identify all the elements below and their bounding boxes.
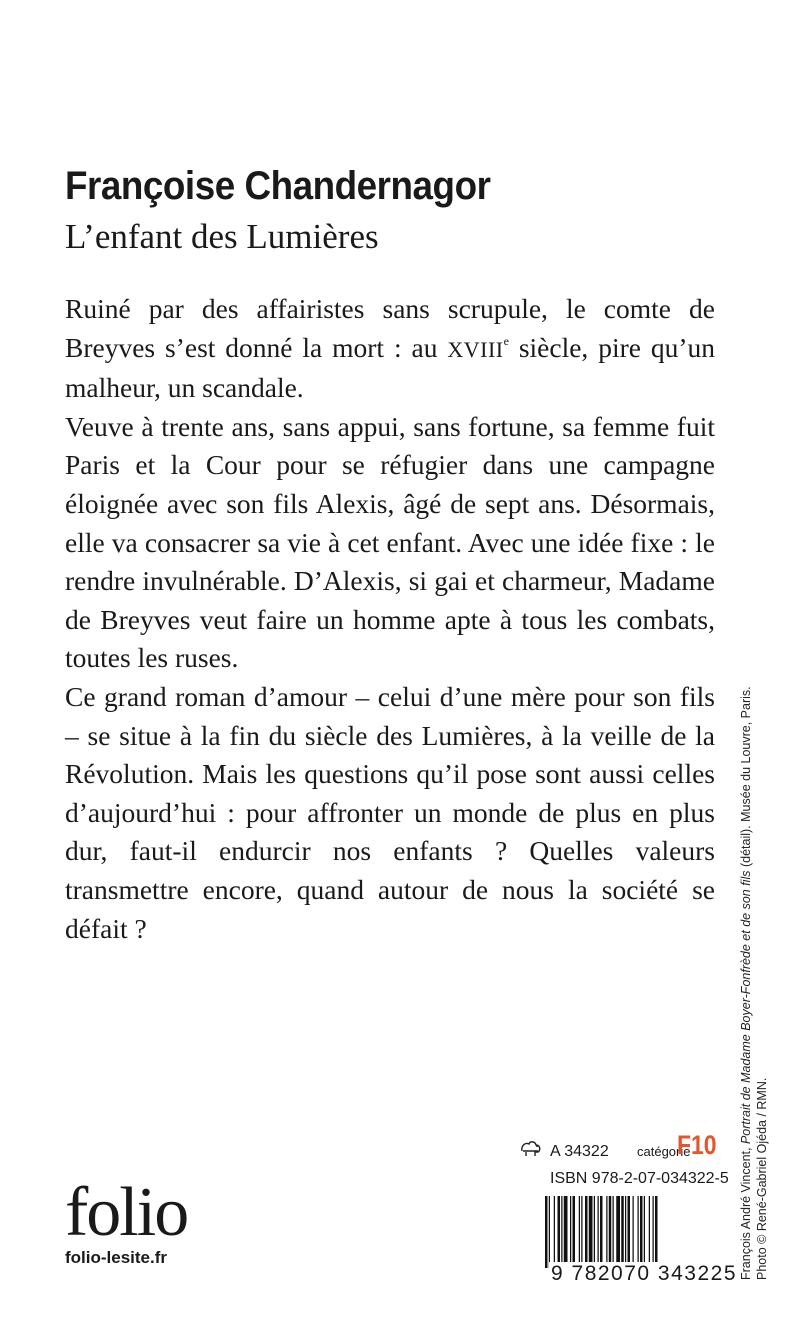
publisher-website: folio-lesite.fr — [65, 1248, 168, 1267]
author-name: Françoise Chandernagor — [65, 164, 491, 208]
blurb-paragraph-2: Veuve à trente ans, sans appui, sans fortune, sa femme fuit Paris et la Cour pour se réfugier dans une campagne éloignée avec son fils Alexis, âgé de sept ans. Désormais, elle va consacrer sa vie à cet enfant. Avec une idée fixe : le rendre invulnérable. D’Alexis, si gai et charmeur, Madame de Breyves veut faire un homme apte à tous les combats, toutes les ruses. — [65, 410, 715, 674]
blurb-text: siècle, pire qu’un malheur, un scandale. — [65, 331, 715, 404]
blurb-paragraph-1 — [65, 290, 715, 408]
isbn-number: ISBN 978-2-07-034322-5 — [550, 1170, 729, 1187]
century-suffix: e — [503, 333, 509, 348]
credit-work: Portrait de Madame Boyer-Fonfrède et de son fils — [739, 870, 753, 1145]
credit-photo: Photo © René-Gabriel Ojéda / RMN. — [755, 1077, 769, 1280]
category-label: catégorie — [637, 1144, 691, 1159]
sheep-icon — [520, 1139, 542, 1162]
product-code: A 34322 — [550, 1143, 609, 1160]
barcode — [543, 1196, 737, 1285]
barcode-digits: 9 782070 343225 — [551, 1262, 737, 1285]
blurb-paragraph-3: Ce grand roman d’amour – celui d’une mère pour son fils – se situe à la fin du siècle des Lumières, à la veille de la Révolution. Mais les questions qu’il pose sont aussi celles d’aujourd’hui : pour affronter un monde de plus en plus dur, faut-il endurcir nos enfants ? Quelles valeurs transmettre encore, quand autour de nous la société se défait ? — [65, 680, 715, 944]
book-title: L’enfant des Lumières — [65, 217, 379, 256]
cover-credit — [738, 686, 772, 1280]
category-code: F10 — [677, 1130, 717, 1160]
credit-painter: François André Vincent, — [739, 1144, 753, 1280]
back-cover-blurb — [65, 290, 715, 948]
century-numeral: XVIII — [447, 336, 504, 362]
blurb-text: Ruiné par des affairistes sans scrupule, le comte de Breyves s’est donné la mort : au — [65, 293, 715, 363]
credit-detail: (détail). Musée du Louvre, Paris. — [739, 686, 753, 871]
folio-logo: folio — [65, 1174, 188, 1251]
